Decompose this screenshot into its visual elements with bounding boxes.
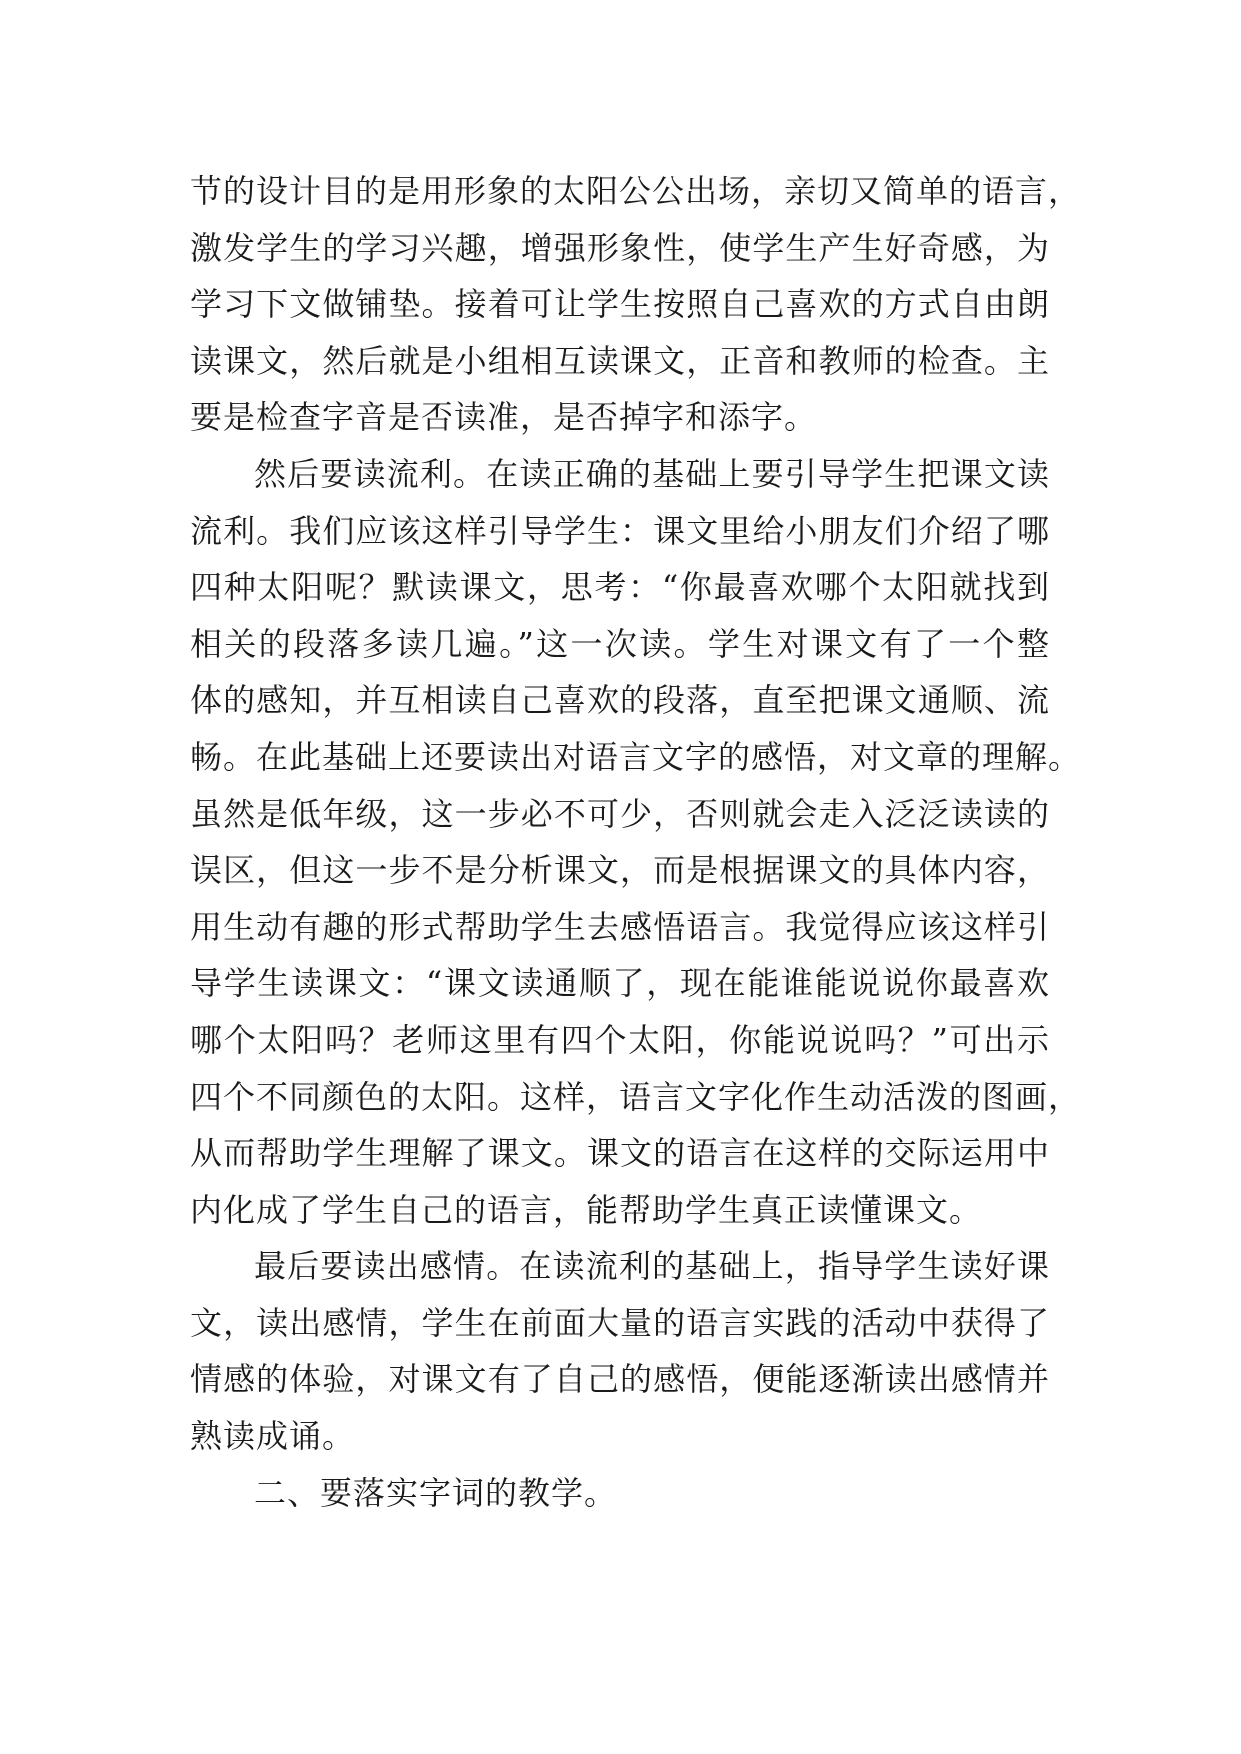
text-line: 相关的段落多读几遍。”这一次读。学生对课文有了一个整 bbox=[190, 624, 1050, 663]
document-body bbox=[190, 163, 1082, 1521]
text-line: 二、要落实字词的教学。 bbox=[254, 1473, 618, 1512]
text-line: 读课文，然后就是小组相互读课文，正音和教师的检查。主 bbox=[190, 341, 1050, 380]
text-line: 内化成了学生自己的语言，能帮助学生真正读懂课文。 bbox=[190, 1190, 983, 1229]
text-line: 节的设计目的是用形象的太阳公公出场，亲切又简单的语言， bbox=[190, 172, 1082, 210]
text-line: 从而帮助学生理解了课文。课文的语言在这样的交际运用中 bbox=[190, 1134, 1050, 1173]
text-line: 情感的体验，对课文有了自己的感悟，便能逐渐读出感情并 bbox=[190, 1360, 1050, 1399]
text-line: 熟读成诵。 bbox=[190, 1417, 356, 1456]
text-line: 流利。我们应该这样引导学生：课文里给小朋友们介绍了哪 bbox=[190, 511, 1050, 550]
text-line: 要是检查字音是否读准，是否掉字和添字。 bbox=[190, 398, 818, 437]
text-line: 最后要读出感情。在读流利的基础上，指导学生读好课 bbox=[254, 1247, 1050, 1286]
text-line: 误区，但这一步不是分析课文，而是根据课文的具体内容， bbox=[190, 851, 1050, 890]
text-line: 哪个太阳吗？老师这里有四个太阳，你能说说吗？”可出示 bbox=[190, 1020, 1050, 1059]
text-line: 导学生读课文：“课文读通顺了，现在能谁能说说你最喜欢 bbox=[190, 964, 1050, 1003]
text-line: 虽然是低年级，这一步必不可少，否则就会走入泛泛读读的 bbox=[190, 794, 1050, 833]
text-line: 然后要读流利。在读正确的基础上要引导学生把课文读 bbox=[254, 454, 1050, 493]
text-line: 畅。在此基础上还要读出对语言文字的感悟，对文章的理解。 bbox=[190, 737, 1082, 776]
text-line: 学习下文做铺垫。接着可让学生按照自己喜欢的方式自由朗 bbox=[190, 285, 1050, 324]
text-line: 文，读出感情，学生在前面大量的语言实践的活动中获得了 bbox=[190, 1303, 1050, 1342]
text-line: 四种太阳呢？默读课文，思考：“你最喜欢哪个太阳就找到 bbox=[190, 568, 1050, 607]
text-line: 体的感知，并互相读自己喜欢的段落，直至把课文通顺、流 bbox=[190, 681, 1050, 720]
text-line: 四个不同颜色的太阳。这样，语言文字化作生动活泼的图画， bbox=[190, 1077, 1082, 1116]
text-line: 激发学生的学习兴趣，增强形象性，使学生产生好奇感，为 bbox=[190, 228, 1050, 267]
text-line: 用生动有趣的形式帮助学生去感悟语言。我觉得应该这样引 bbox=[190, 907, 1050, 946]
